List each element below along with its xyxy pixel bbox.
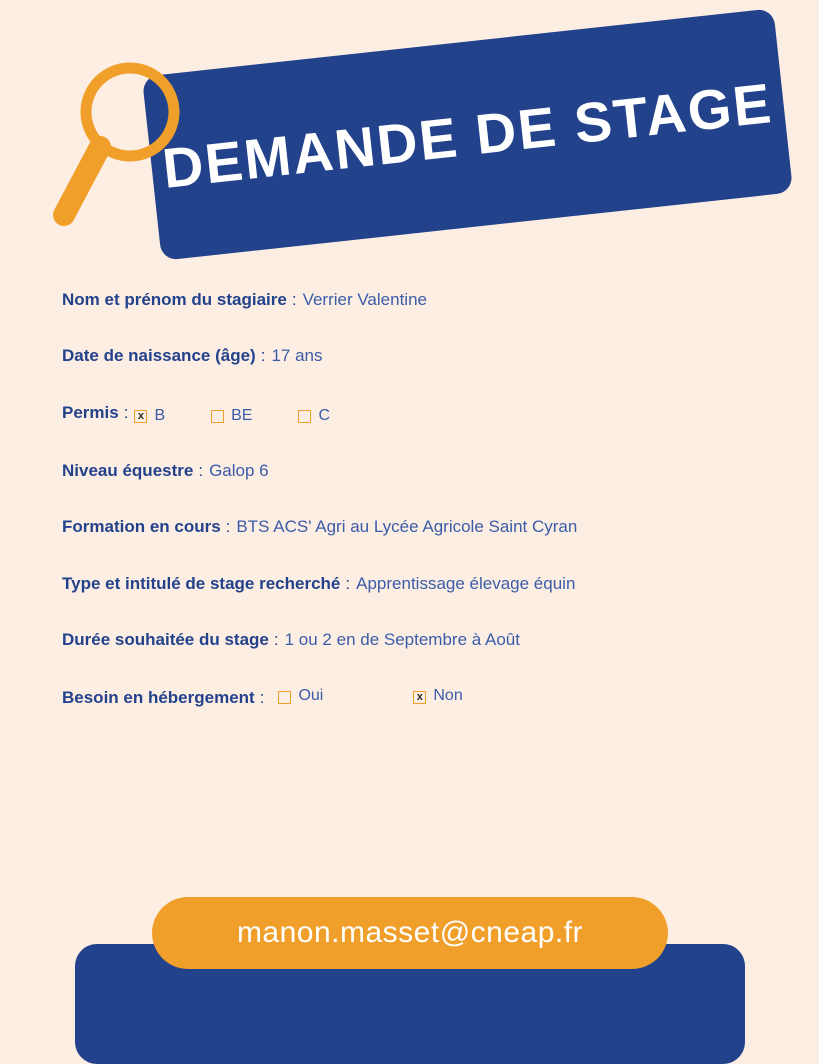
field-separator: :	[345, 573, 351, 593]
field-label: Date de naissance (âge)	[62, 346, 256, 366]
checkbox-permis-b[interactable]	[134, 410, 147, 423]
magnifier-icon	[42, 55, 212, 240]
field-label: Besoin en hébergement	[62, 687, 255, 707]
field-separator: :	[198, 460, 204, 480]
field-type-stage	[62, 574, 757, 594]
checkbox-label: BE	[231, 406, 253, 424]
field-separator: :	[225, 517, 231, 537]
field-formation	[62, 517, 757, 537]
page-title: DEMANDE DE STAGE	[159, 70, 776, 200]
field-value: Verrier Valentine	[302, 290, 427, 309]
field-value: 17 ans	[271, 346, 323, 366]
checkbox-permis-be[interactable]	[211, 410, 224, 423]
field-value: 1 ou 2 en de Septembre à Août	[284, 630, 520, 650]
checkbox-label: B	[154, 406, 166, 424]
field-label: Nom et prénom du stagiaire	[62, 290, 287, 309]
email-pill[interactable]	[152, 897, 668, 969]
field-label: Formation en cours	[62, 517, 221, 537]
field-hebergement	[62, 686, 757, 707]
form-body	[0, 290, 819, 744]
checkbox-label: Non	[433, 687, 463, 705]
checkbox-label: C	[318, 406, 331, 424]
email-address: manon.masset@cneap.fr	[236, 916, 584, 949]
field-label: Type et intitulé de stage recherché	[62, 573, 341, 593]
header	[0, 0, 819, 270]
checkbox-item-permis-b[interactable]	[134, 406, 165, 425]
checkbox-hebergement-oui[interactable]	[278, 691, 291, 704]
field-value: Galop 6	[209, 460, 269, 480]
checkbox-item-permis-be[interactable]	[211, 406, 252, 425]
permis-checkbox-group	[130, 406, 376, 425]
checkbox-item-hebergement-non[interactable]	[413, 686, 462, 705]
field-duree	[62, 630, 757, 650]
checkbox-permis-c[interactable]	[298, 410, 311, 423]
field-nom-prenom	[62, 290, 757, 310]
field-label: Durée souhaitée du stage	[62, 630, 269, 650]
field-date-naissance	[62, 346, 757, 366]
field-value: Apprentissage élevage équin	[356, 573, 576, 593]
checkbox-item-permis-c[interactable]	[298, 406, 330, 425]
field-label: Permis	[62, 402, 119, 422]
field-separator: :	[259, 687, 265, 707]
field-separator: :	[273, 630, 279, 650]
field-permis	[62, 403, 757, 425]
field-separator: :	[260, 346, 266, 366]
field-separator: :	[123, 402, 129, 422]
field-separator: :	[291, 290, 297, 309]
footer	[0, 894, 819, 1024]
field-label: Niveau équestre	[62, 460, 194, 480]
checkbox-label: Oui	[298, 687, 324, 705]
hebergement-checkbox-group	[266, 686, 552, 705]
field-value: BTS ACS' Agri au Lycée Agricole Saint Cyran	[236, 517, 578, 537]
checkbox-hebergement-non[interactable]	[413, 691, 426, 704]
checkbox-item-hebergement-oui[interactable]	[278, 686, 323, 705]
field-niveau-equestre	[62, 461, 757, 481]
